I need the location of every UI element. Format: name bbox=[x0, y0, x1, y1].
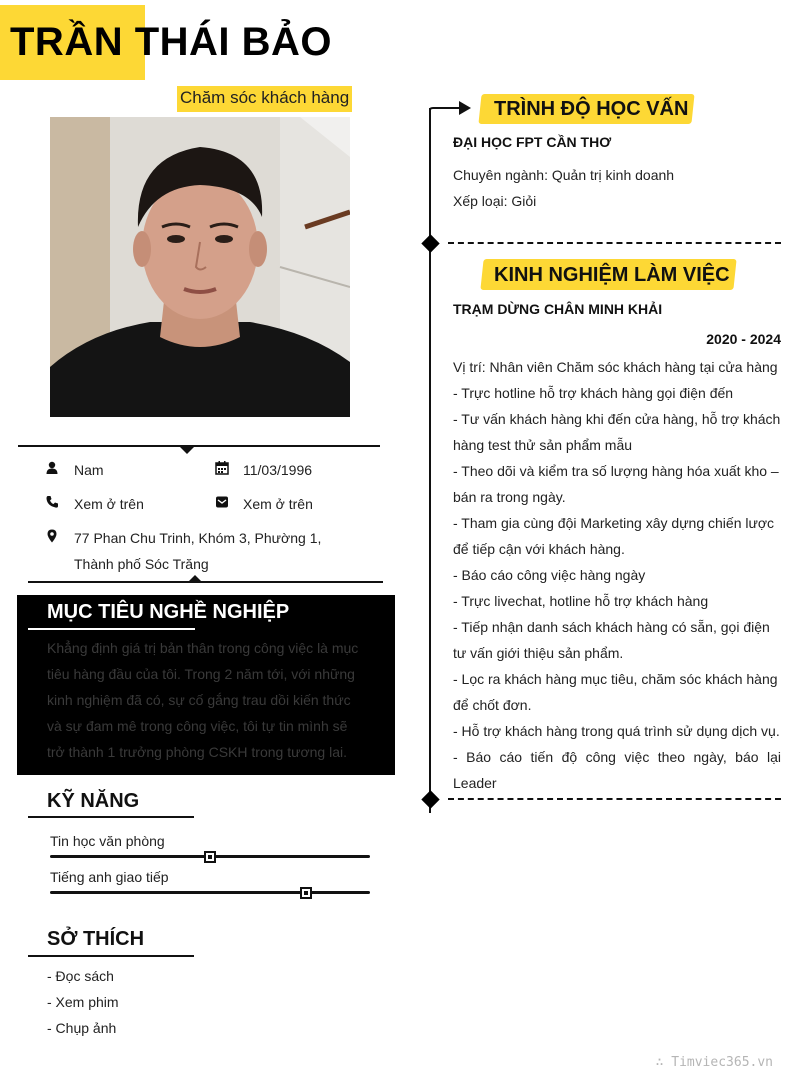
experience-line: bán ra trong ngày. bbox=[453, 489, 566, 505]
gender-value: Nam bbox=[74, 462, 104, 478]
divider-arrow-down bbox=[179, 446, 195, 454]
experience-line: - Lọc ra khách hàng mục tiêu, chăm sóc khách hàng bbox=[453, 671, 778, 687]
objective-line: Khẳng định giá trị bản thân trong công việc là mục bbox=[47, 640, 359, 656]
timeline-marker bbox=[421, 790, 439, 808]
phone-icon bbox=[45, 495, 59, 509]
section-dashed-divider bbox=[448, 242, 781, 244]
phone-value: Xem ở trên bbox=[74, 496, 144, 512]
watermark-dots-icon: ∴ bbox=[655, 1055, 672, 1070]
birthday-value: 11/03/1996 bbox=[243, 462, 313, 478]
skill-level-knob bbox=[300, 887, 312, 899]
section-dashed-divider bbox=[448, 798, 781, 800]
experience-line: Vị trí: Nhân viên Chăm sóc khách hàng tại cửa hàng bbox=[453, 359, 778, 375]
job-title: Chăm sóc khách hàng bbox=[177, 86, 352, 112]
hobbies-title: SỞ THÍCH bbox=[47, 928, 145, 950]
experience-line: để chốt đơn. bbox=[453, 697, 532, 713]
timeline-marker bbox=[421, 234, 439, 252]
education-major: Chuyên ngành: Quản trị kinh doanh bbox=[453, 167, 675, 183]
contact-top-divider bbox=[18, 445, 380, 447]
objective-line: trở thành 1 trưởng phòng CSKH trong tương lai. bbox=[47, 744, 347, 760]
experience-line: hàng test thử sản phẩm mẫu bbox=[453, 437, 633, 453]
experience-line: - Theo dõi và kiểm tra số lượng hàng hóa xuất kho – bbox=[453, 463, 779, 479]
education-grade: Xếp loại: Giỏi bbox=[453, 193, 537, 209]
experience-title: KINH NGHIỆM LÀM VIỆC bbox=[494, 264, 730, 286]
full-name: TRẦN THÁI BẢO bbox=[10, 20, 333, 64]
experience-line: - Trực livechat, hotline hỗ trợ khách hàng bbox=[453, 593, 709, 609]
skill-level-knob bbox=[204, 851, 216, 863]
timeline-arrow-icon bbox=[429, 100, 473, 120]
watermark-text: Timviec365.vn bbox=[671, 1055, 773, 1070]
hobbies-list bbox=[47, 963, 119, 1041]
experience-line: - Tư vấn khách hàng khi đến cửa hàng, hỗ trợ khách bbox=[453, 411, 781, 427]
experience-line: - Tham gia cùng đội Marketing xây dựng chiến lược bbox=[453, 515, 775, 531]
address-line2: Thành phố Sóc Trăng bbox=[74, 556, 209, 572]
timeline-line bbox=[429, 108, 431, 813]
experience-details bbox=[453, 354, 781, 796]
portrait-illustration bbox=[50, 117, 350, 417]
objective-line: tiêu hàng đầu của tôi. Trong 2 năm tới, với những bbox=[47, 666, 355, 682]
address-line1: 77 Phan Chu Trinh, Khóm 3, Phường 1, bbox=[74, 530, 322, 546]
experience-line: - Tiếp nhận danh sách khách hàng có sẵn, gọi điện bbox=[453, 619, 770, 635]
experience-line: - Báo cáo công việc hàng ngày bbox=[453, 567, 646, 583]
email-icon bbox=[215, 495, 229, 509]
experience-line: - Trực hotline hỗ trợ khách hàng gọi điện đến bbox=[453, 385, 734, 401]
education-title: TRÌNH ĐỘ HỌC VẤN bbox=[494, 98, 689, 120]
hobby-item: - Đọc sách bbox=[47, 968, 114, 984]
hobby-item: - Chụp ảnh bbox=[47, 1020, 117, 1036]
objective-text bbox=[47, 635, 367, 765]
profile-photo bbox=[50, 117, 350, 417]
school-name: ĐẠI HỌC FPT CẦN THƠ bbox=[453, 134, 612, 150]
user-icon bbox=[45, 461, 59, 475]
experience-line: để tiếp cận với khách hàng. bbox=[453, 541, 625, 557]
experience-line: - Hỗ trợ khách hàng trong quá trình sử dụng dịch vụ. bbox=[453, 723, 780, 739]
skills-title-underline bbox=[28, 816, 194, 818]
objective-title: MỤC TIÊU NGHỀ NGHIỆP bbox=[47, 601, 290, 623]
skills-title: KỸ NĂNG bbox=[47, 790, 140, 812]
hobby-item: - Xem phim bbox=[47, 994, 119, 1010]
skill-label: Tiếng anh giao tiếp bbox=[50, 869, 169, 885]
skill-label: Tin học văn phòng bbox=[50, 833, 165, 849]
company-name: TRẠM DỪNG CHÂN MINH KHẢI bbox=[453, 301, 663, 317]
objective-title-underline bbox=[28, 628, 195, 630]
experience-line: - Báo cáo tiến độ công việc theo ngày, báo lại Leader bbox=[453, 749, 781, 791]
objective-line: và sự đam mê trong công việc, tôi tự tin mình sẽ bbox=[47, 718, 348, 734]
objective-line: kinh nghiệm đã có, sự cố gắng trau dồi kiến thức bbox=[47, 692, 351, 708]
experience-line: tư vấn giới thiệu sản phẩm. bbox=[453, 645, 624, 661]
work-period: 2020 - 2024 bbox=[706, 331, 781, 347]
calendar-icon bbox=[215, 461, 229, 475]
watermark bbox=[656, 1055, 773, 1070]
email-value: Xem ở trên bbox=[243, 496, 313, 512]
hobbies-title-underline bbox=[28, 955, 194, 957]
contact-bottom-divider bbox=[28, 581, 383, 583]
skill-bar-track bbox=[50, 891, 370, 894]
location-icon bbox=[45, 529, 59, 543]
